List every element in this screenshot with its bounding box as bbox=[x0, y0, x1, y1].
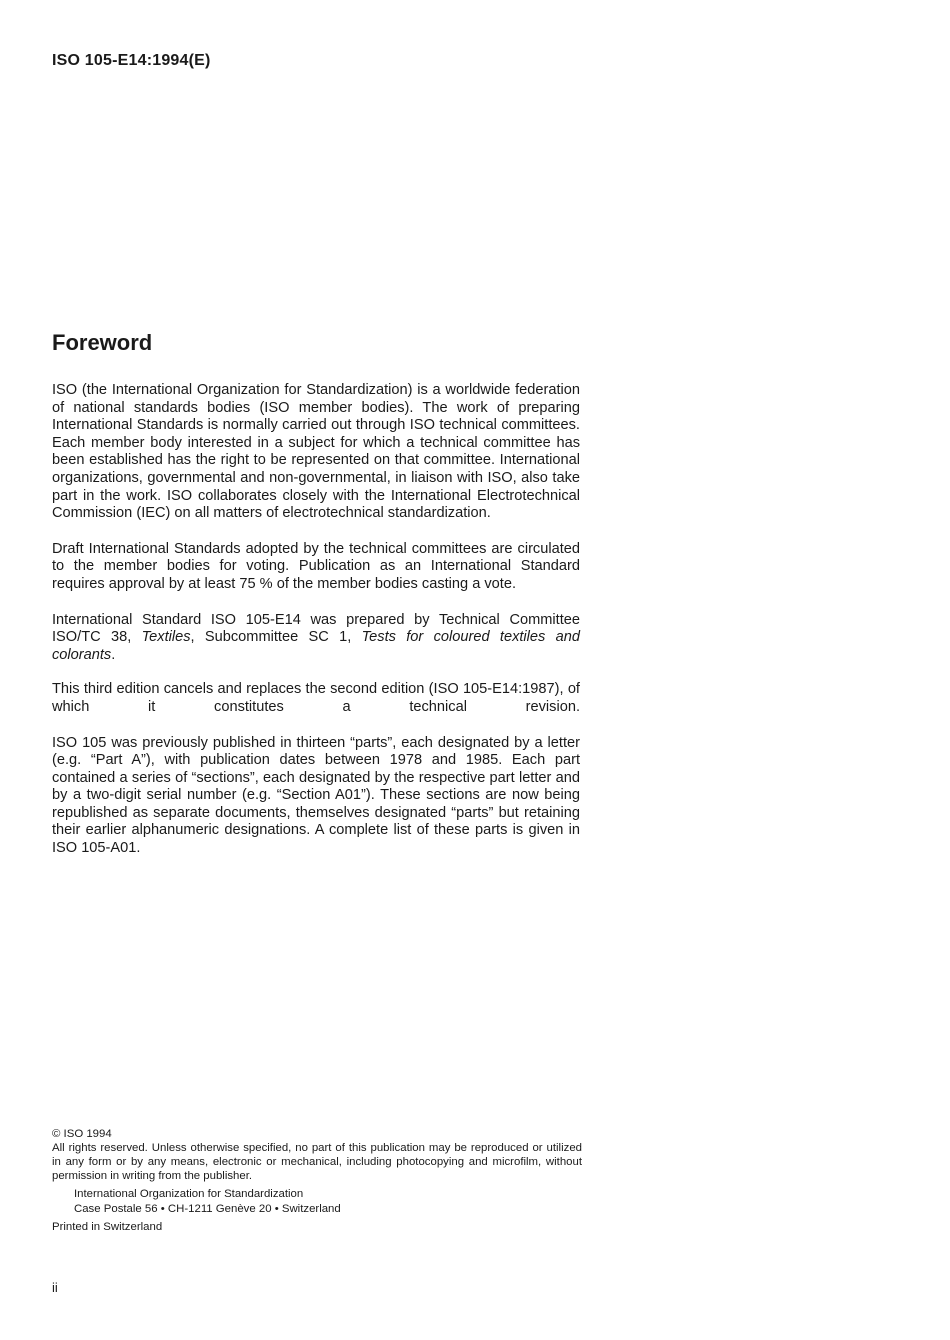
organization-name: International Organization for Standardization bbox=[74, 1188, 304, 1200]
committee-name: Textiles bbox=[141, 629, 191, 646]
publisher-address bbox=[74, 1187, 582, 1216]
rights-statement: All rights reserved. Unless otherwise specified, no part of this publication may be reproduced or utilized in any form or by any means, electronic or mechanical, including photocopying and microfilm, without permission in writing from the publisher. bbox=[52, 1142, 582, 1182]
subcommittee-name: Tests for coloured textiles and colorants bbox=[52, 629, 580, 663]
printed-in: Printed in Switzerland bbox=[52, 1221, 163, 1233]
paragraph-history: ISO 105 was previously published in thirteen “parts”, each designated by a letter (e.g. “Part A”), with publication dates between 1978 and 1985. Each part contained a series of “sections”, each designated by the respective part letter and by a two-digit serial number (e.g. “Section A01”). These sections are now being republished as separate documents, themselves designated “parts” but retaining their earlier alphanumeric designations. A complete list of these parts is given in ISO 105-A01. bbox=[52, 734, 580, 857]
foreword-body bbox=[52, 382, 580, 858]
paragraph-preparation bbox=[52, 612, 580, 665]
document-id: ISO 105-E14:1994(E) bbox=[52, 52, 211, 69]
paragraph-edition: This third edition cancels and replaces the second edition (ISO 105-E14:1987), of which it constitutes a technical revision. bbox=[52, 681, 580, 715]
preparation-text-3: . bbox=[111, 646, 116, 663]
copyright-notice: © ISO 1994 bbox=[52, 1128, 112, 1140]
section-title: Foreword bbox=[52, 330, 153, 355]
paragraph-iso-description: ISO (the International Organization for Standardization) is a worldwide federation of national standards bodies (ISO member bodies). The work of preparing International Standards is normally carried out through ISO technical committees. Each member body interested in a subject for which a technical committee has been established has the right to be represented on that committee. International organizations, governmental and non-governmental, in liaison with ISO, also take part in the work. ISO collaborates closely with the International Electrotechnical Commission (IEC) on all matters of electrotechnical standardization. bbox=[52, 382, 580, 522]
paragraph-draft-standards: Draft International Standards adopted by the technical committees are circulated to the member bodies for voting. Publication as an International Standard requires approval by at least 75 % of the member bodies casting a vote. bbox=[52, 540, 580, 592]
postal-address: Case Postale 56 • CH-1211 Genève 20 • Switzerland bbox=[74, 1202, 341, 1215]
preparation-text-2: , Subcommittee SC 1, bbox=[190, 629, 362, 646]
preparation-text-1: International Standard ISO 105-E14 was prepared by Technical Committee ISO/TC 38, bbox=[52, 611, 580, 646]
page-number: ii bbox=[52, 1280, 58, 1295]
copyright-block bbox=[52, 1127, 582, 1234]
